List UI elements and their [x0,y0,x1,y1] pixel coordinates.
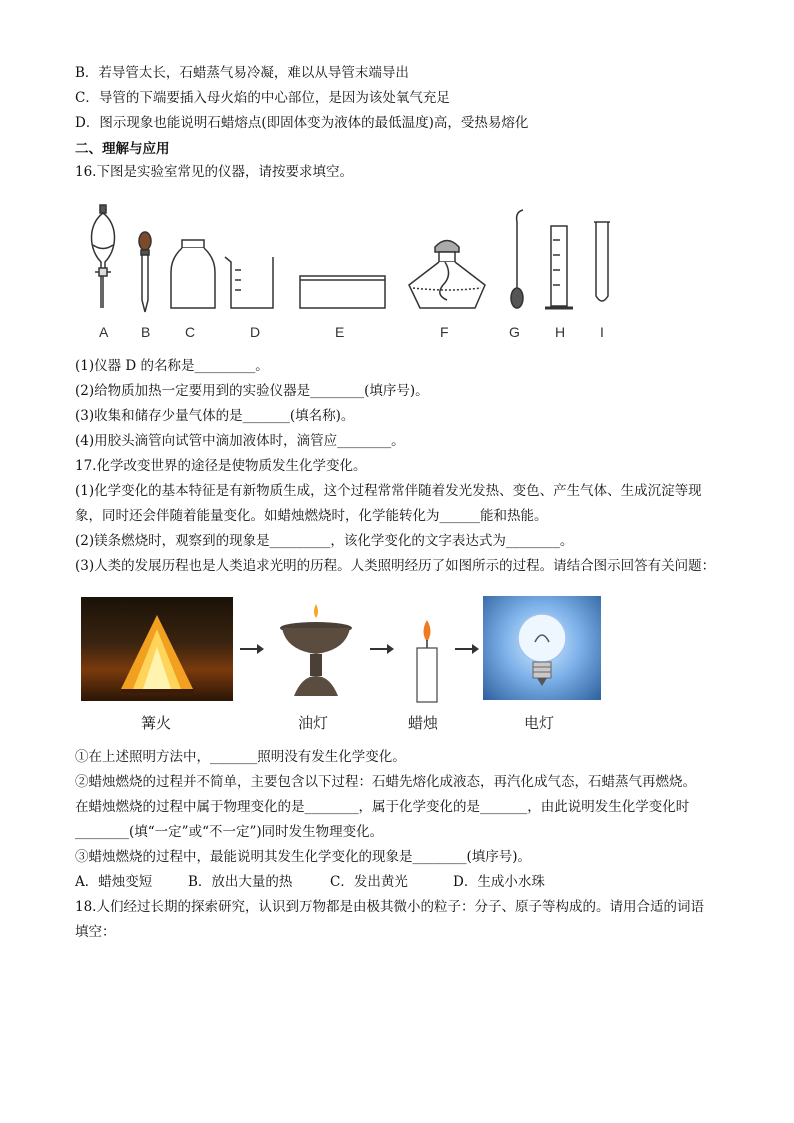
label-d: D [250,324,261,340]
separatory-funnel [92,205,115,308]
q16-sub3: (3)收集和储存少量气体的是_______(填名称)。 [75,408,355,424]
graduated-cylinder [545,226,573,308]
caption-electric-lamp: 电灯 [524,714,555,732]
label-f: F [440,324,449,340]
q17-stem: 17.化学改变世界的途径是使物质发生化学变化。 [75,458,367,474]
label-i: I [600,324,604,340]
arrow-2 [370,648,392,650]
q16-sub1: (1)仪器 D 的名称是_________。 [75,358,269,374]
q16-stem: 16.下图是实验室常见的仪器，请按要求填空。 [75,164,353,180]
q17-opt-d: D．生成小水珠 [453,874,545,890]
q17-p3: (3)人类的发展历程也是人类追求光明的历程。人类照明经历了如图所示的过程。请结合图示回答有关问题： [75,558,716,574]
gas-jar [171,240,215,308]
q16-sub4: (4)用胶头滴管向试管中滴加液体时，滴管应________。 [75,433,405,449]
arrow-1 [240,648,262,650]
caption-bonfire: 篝火 [141,714,172,732]
q17-c2b: 在蜡烛燃烧的过程中属于物理变化的是________，属于化学变化的是_______，由此说明发生化学变化时 [75,799,690,815]
q17-opt-c: C．发出黄光 [330,874,408,890]
q17-c1: ①在上述照明方法中，_______照明没有发生化学变化。 [75,749,406,765]
q17-c2a: ②蜡烛燃烧的过程并不简单，主要包含以下过程：石蜡先熔化成液态，再汽化成气态，石蜡蒸气再燃烧。 [75,774,696,790]
section-heading: 二、理解与应用 [75,141,170,157]
q17-p1a: (1)化学变化的基本特征是有新物质生成，这个过程常常伴随着发光发热、变色、产生气体、生成沉淀等现 [75,483,702,499]
q17-p1b: 象，同时还会伴随着能量变化。如蜡烛燃烧时，化学能转化为______能和热能。 [75,508,548,524]
dropper [139,232,151,312]
light-bulb-image [483,596,601,700]
label-b: B [141,324,151,340]
bonfire-image [81,597,233,701]
candle-image [412,618,442,704]
alcohol-lamp [409,241,485,309]
label-a: A [99,324,109,340]
q17-opt-a: A．蜡烛变短 [75,874,153,890]
q16-sub2: (2)给物质加热一定要用到的实验仪器是________(填序号)。 [75,383,429,399]
caption-oil-lamp: 油灯 [298,714,329,732]
option-b-prev: B．若导管太长，石蜡蒸气易冷凝，难以从导管末端导出 [75,65,409,81]
beaker [225,257,273,308]
arrow-3 [455,648,477,650]
q17-p2: (2)镁条燃烧时，观察到的现象是_________，该化学变化的文字表达式为________。 [75,533,574,549]
q17-c2c: ________(填“一定”或“不一定”)同时发生物理变化。 [75,824,384,840]
label-h: H [555,324,566,340]
label-c: C [185,324,196,340]
option-c-prev: C．导管的下端要插入母火焰的中心部位，是因为该处氧气充足 [75,90,450,106]
caption-candle: 蜡烛 [408,714,439,732]
option-d-prev: D．图示现象也能说明石蜡熔点(即固体变为液体的最低温度)高，受热易熔化 [75,115,529,131]
q18-stem-a: 18.人们经过长期的探索研究，认识到万物都是由极其微小的粒子：分子、原子等构成的。请用合适的词语 [75,899,704,915]
combustion-spoon [511,210,523,308]
lab-apparatus-figure [75,200,635,345]
oil-lamp-image [272,600,362,702]
label-e: E [335,324,345,340]
label-g: G [509,324,520,340]
water-trough [300,276,385,308]
q17-c3: ③蜡烛燃烧的过程中，最能说明其发生化学变化的现象是________(填序号)。 [75,849,532,865]
q17-opt-b: B．放出大量的热 [188,874,293,890]
test-tube [594,222,610,301]
q18-stem-b: 填空： [75,924,116,940]
